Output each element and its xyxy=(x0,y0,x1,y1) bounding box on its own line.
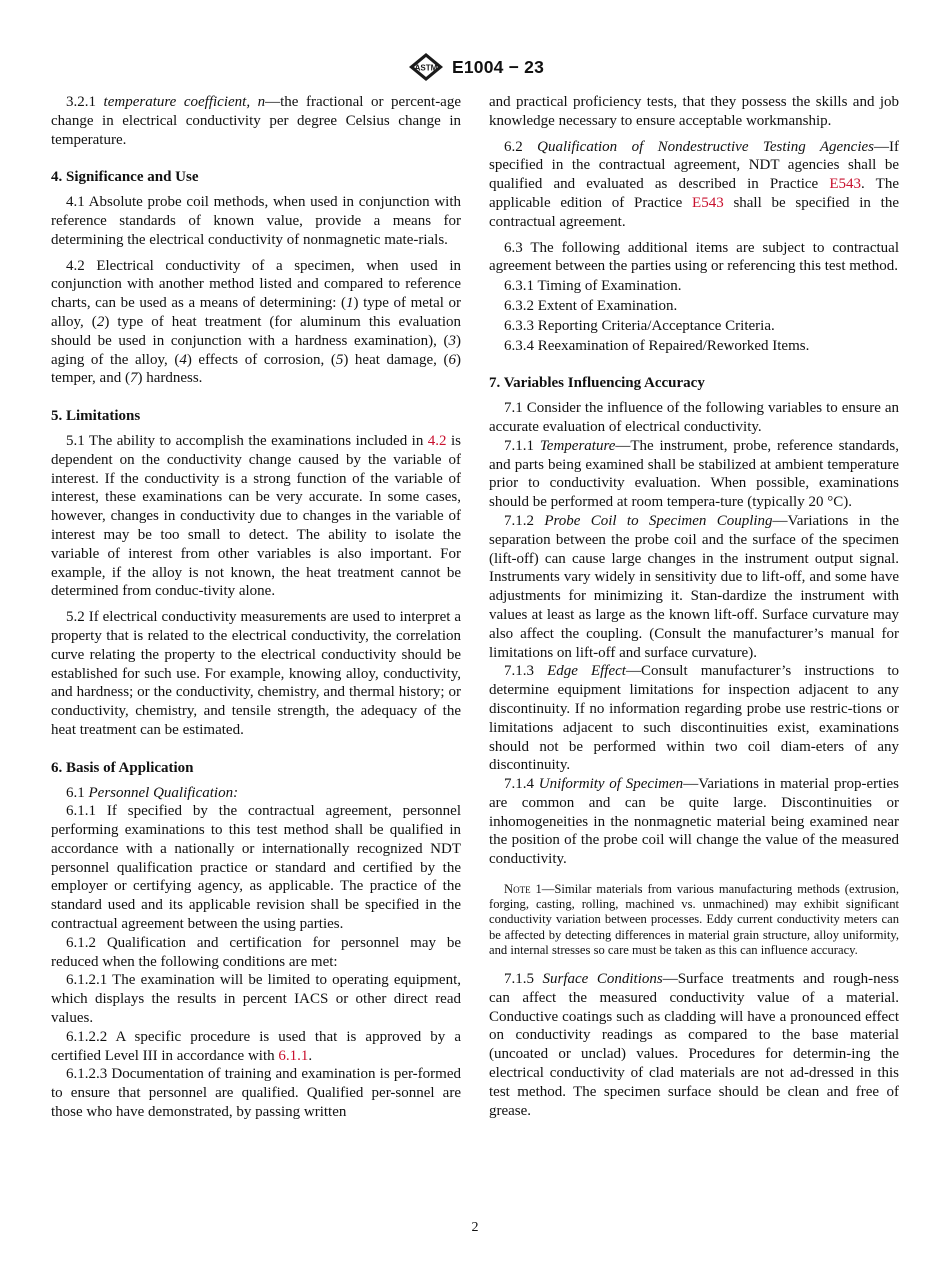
standard-designation: E1004 − 23 xyxy=(451,56,544,77)
paragraph-4-2: 4.2 Electrical conductivity of a specimen, when used in conjunction with another method listed and compared to reference charts, can be used as a means of determining: (1) type of metal or alloy, (2) type of heat treatment (for aluminum this evaluation should be used in conjunction with a hardness examination), (3) aging of the alloy, (4) effects of corrosion, (5) heat damage, (6) temper, and (7) hardness. xyxy=(51,257,462,387)
paragraph-7-1: 7.1 Consider the influence of the following variables to ensure an accurate evaluation of electrical conductivity. xyxy=(489,400,899,435)
note-label: Note xyxy=(504,882,531,897)
cross-reference-link-6-1-1[interactable]: 6.1.1 xyxy=(278,1047,309,1064)
page-header xyxy=(0,52,950,82)
paragraph-6-3-4: 6.3.4 Reexamination of Repaired/Reworked Items. xyxy=(504,337,810,354)
paragraph-6-1-2-3: 6.1.2.3 Documentation of training and examination is per-formed to ensure that personnel are qualified. Qualified per-sonnel are those who have demonstrated, by passing written xyxy=(51,1066,461,1121)
paragraph-6-1: 6.1 Personnel Qualification: xyxy=(66,784,239,801)
page-number: 2 xyxy=(471,1220,479,1235)
paragraph-7-1-3: 7.1.3 Edge Effect—Consult manufacturer’s instructions to determine equipment limitations for inspection adjacent to any discontinuity. If no information regarding probe use restric-tions or limitations adjacent to such discontinuities exist, examinations should not be performed within two coil diam-eters of any discontinuity. xyxy=(489,663,900,774)
paragraph-6-1-2-1: 6.1.2.1 The examination will be limited to operating equipment, which displays the results in percent IACS or other direct read values. xyxy=(51,972,461,1027)
astm-logo-icon xyxy=(406,52,446,82)
paragraph-6-1-2-2: 6.1.2.2 A specific procedure is used that is approved by a certified Level III in accordance with 6.1.1. xyxy=(51,1028,461,1064)
paragraph-6-2: 6.2 Qualification of Nondestructive Testing Agencies—If specified in the contractual agreement, NDT agencies shall be qualified and evaluated as described in Practice E543. The applicable edition of Practice E543 shall be specified in the contractual agreement. xyxy=(489,138,899,230)
cross-reference-link-4-2[interactable]: 4.2 xyxy=(427,432,447,449)
section-heading-4: 4. Significance and Use xyxy=(51,169,199,186)
paragraph-5-2: 5.2 If electrical conductivity measurements are used to interpret a property that is related to the electrical conductivity, the correlation curve relating the property to the electrical conductivity should be established for such use. For example, knowing alloy, conductivity, and hardness; or the conductivity, chemistry, and thermal history; or conductivity, chemistry, and tensile strength, the adequacy of the heat treatment can be estimated. xyxy=(51,609,461,738)
reference-link-e543-second[interactable]: E543 xyxy=(692,194,724,211)
paragraph-continued: and practical proficiency tests, that they possess the skills and job knowledge necessary to ensure acceptable workmanship. xyxy=(489,94,899,129)
logo-lettering: ASTM xyxy=(414,63,438,73)
paragraph-6-3-3: 6.3.3 Reporting Criteria/Acceptance Criteria. xyxy=(504,317,775,334)
paragraph-7-1-1: 7.1.1 Temperature—The instrument, probe, reference standards, and parts being examined shall be stabilized at ambient temperature prior to conductivity evaluation. When possible, examinations should be performed at room tempera-ture (typically 20 °C). xyxy=(489,437,900,511)
paragraph-6-1-2: 6.1.2 Qualification and certification for personnel may be reduced when the following conditions are met: xyxy=(51,934,461,970)
paragraph-3-2-1 xyxy=(51,93,461,149)
section-heading-5: 5. Limitations xyxy=(51,408,141,425)
paragraph-6-3: 6.3 The following additional items are subject to contractual agreement between the parties using or referencing this test method. xyxy=(489,239,899,275)
right-column xyxy=(489,93,899,1120)
paragraph-6-3-2: 6.3.2 Extent of Examination. xyxy=(504,297,678,314)
section-heading-7: 7. Variables Influencing Accuracy xyxy=(489,375,705,392)
paragraph-6-3-1: 6.3.1 Timing of Examination. xyxy=(504,278,682,295)
clause-number: 3.2.1 xyxy=(66,94,96,110)
section-heading-6: 6. Basis of Application xyxy=(51,759,194,776)
reference-link-e543[interactable]: E543 xyxy=(829,176,862,193)
paragraph-5-1: 5.1 The ability to accomplish the examinations included in 4.2 is dependent on the conductivity change caused by the variable of interest. If the conductivity is a strong function of the variable of interest, these examinations can be very accurate. In some cases, however, changes in conductivity due to changes in the variable of interest may be too small to detect. The ability to isolate the variable of interest from other variables is also important. For example, if the alloy is not known, the heat treatment cannot be determined from conduc-tivity alone. xyxy=(51,432,461,600)
paragraph-7-1-4: 7.1.4 Uniformity of Specimen—Variations in material prop-erties are common and can be quite large. Discontinuities or inhomogeneities in the nonmagnetic material being examined near the position of the probe coil will change the value of the measured conductivity. xyxy=(489,776,899,868)
paragraph-4-1: 4.1 Absolute probe coil methods, when used in conjunction with reference standards of known value, provide a means for determining the electrical conductivity of nonmagnetic mate-rials. xyxy=(51,194,461,248)
note-1: Note 1—Similar materials from various manufacturing methods (extrusion, forging, casting, rolling, machined vs. unmachined) may exhibit significant conductivity variation between processes. Eddy current conductivity meters can be affected by detecting differences in material grain structure, alloy uniformity, and internal stresses so care must be taken as this can influence accuracy. xyxy=(489,882,899,957)
paragraph-7-1-2: 7.1.2 Probe Coil to Specimen Coupling—Variations in the separation between the probe coil and the surface of the specimen (lift-off) can cause large changes in the instrument output signal. Instruments vary widely in sensitivity due to lift-off, and some have adjustments for minimizing it. Stan-dardize the instrument with values at least as large as the known lift-off. Surface curvature may also affect the coupling. (Consult the manufacturer’s manual for limitations on lift-off and surface curvature). xyxy=(489,512,900,661)
defined-term: temperature coefficient, n xyxy=(103,94,266,110)
definition-text: —the fractional or percent-age change in electrical conductivity per degree Celsius change in temperature. xyxy=(51,94,461,148)
paragraph-6-1-1: 6.1.1 If specified by the contractual agreement, personnel performing examinations to this test method shall be qualified in accordance with a nationally or internationally recognized NDT personnel qualification practice or standard and certified by the employer or certifying agency, as applicable. The practice of the standard used and its applicable revision shall be specified in the contractual agreement between the using parties. xyxy=(51,803,461,933)
paragraph-7-1-5: 7.1.5 Surface Conditions—Surface treatments and rough-ness can affect the measured conductivity value of a material. Conductive coatings such as cladding will have a pronounced effect on conductivity readings as compared to the base material (uncoated or unclad) values. Procedures for determin-ing the electrical conductivity of clad materials are not ad-dressed in this test method. The specimen surface should be clean and free of grease. xyxy=(489,971,900,1119)
left-column xyxy=(51,93,461,1122)
